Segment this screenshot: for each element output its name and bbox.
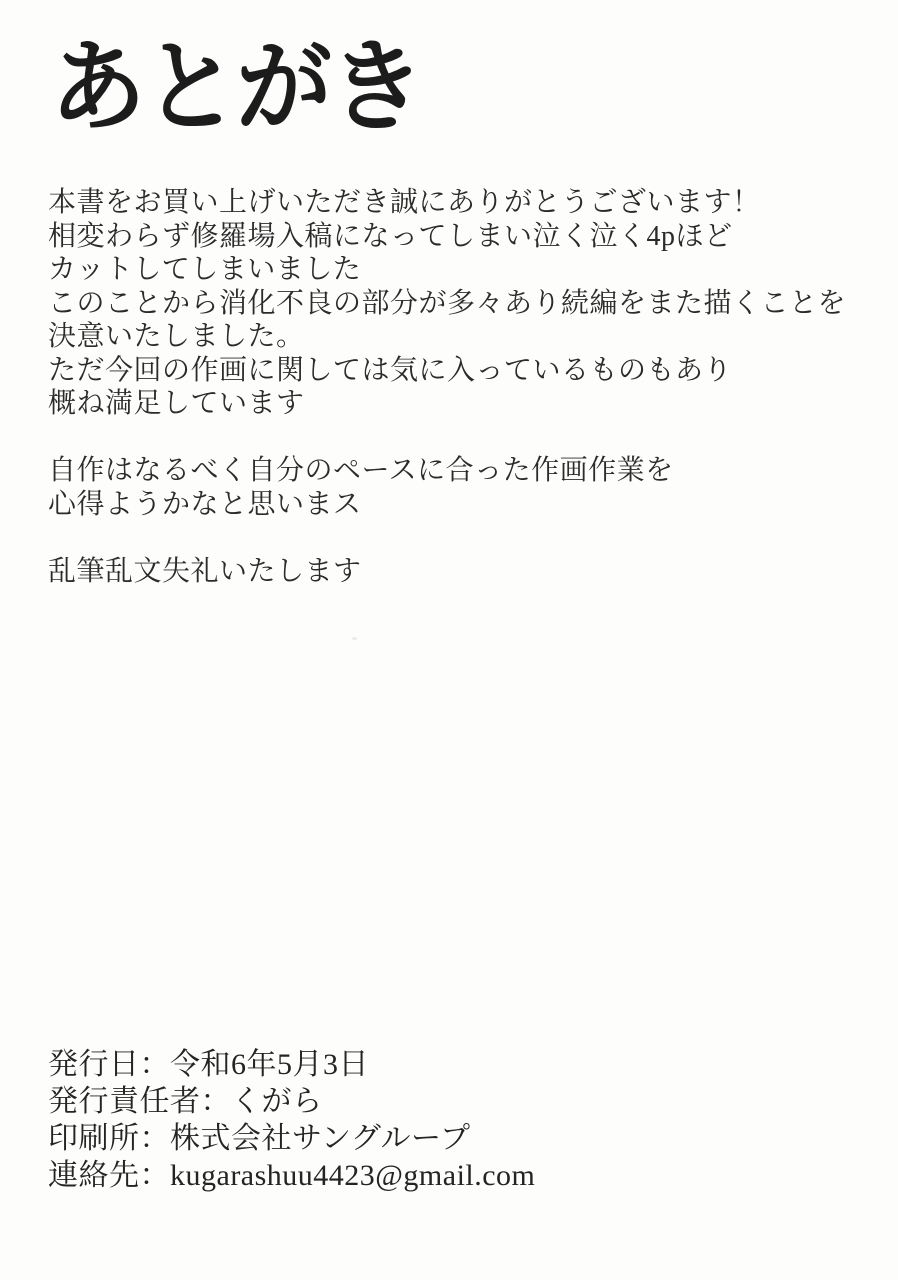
body-line: 相変わらず修羅場入稿になってしまい泣く泣く4pほど	[48, 220, 733, 252]
body-line: 概ね満足しています	[48, 388, 305, 419]
body-line: ただ今回の作画に関しては気に入っているものもあり	[48, 354, 733, 386]
body-line-blank	[48, 521, 858, 555]
afterword-body	[48, 186, 858, 588]
colophon-line-contact-email: 連絡先：kugarashuu4423@gmail.com	[48, 1159, 536, 1192]
body-line: 決意いたしました。	[48, 321, 305, 352]
colophon-line-publication-date: 発行日：令和6年5月3日	[48, 1048, 369, 1081]
body-line: カットしてしまいました	[48, 254, 362, 285]
colophon-line-printer: 印刷所：株式会社サングループ	[48, 1122, 471, 1155]
body-line: 乱筆乱文失礼いたします	[48, 555, 362, 587]
colophon-line-publisher: 発行責任者：くがら	[48, 1085, 323, 1118]
colophon	[48, 1046, 858, 1194]
scan-speck	[352, 637, 357, 640]
body-line: このことから消化不良の部分が多々あり続編をまた描くことを	[48, 287, 847, 319]
page-title: あとがき	[50, 28, 422, 146]
body-line: 本書をお買い上げいただき誠にありがとうございます！	[48, 187, 761, 218]
body-line: 自作はなるべく自分のペースに合った作画作業を	[48, 455, 674, 486]
body-line: 心得ようかなと思いまス	[48, 488, 362, 520]
body-line-blank	[48, 421, 858, 455]
